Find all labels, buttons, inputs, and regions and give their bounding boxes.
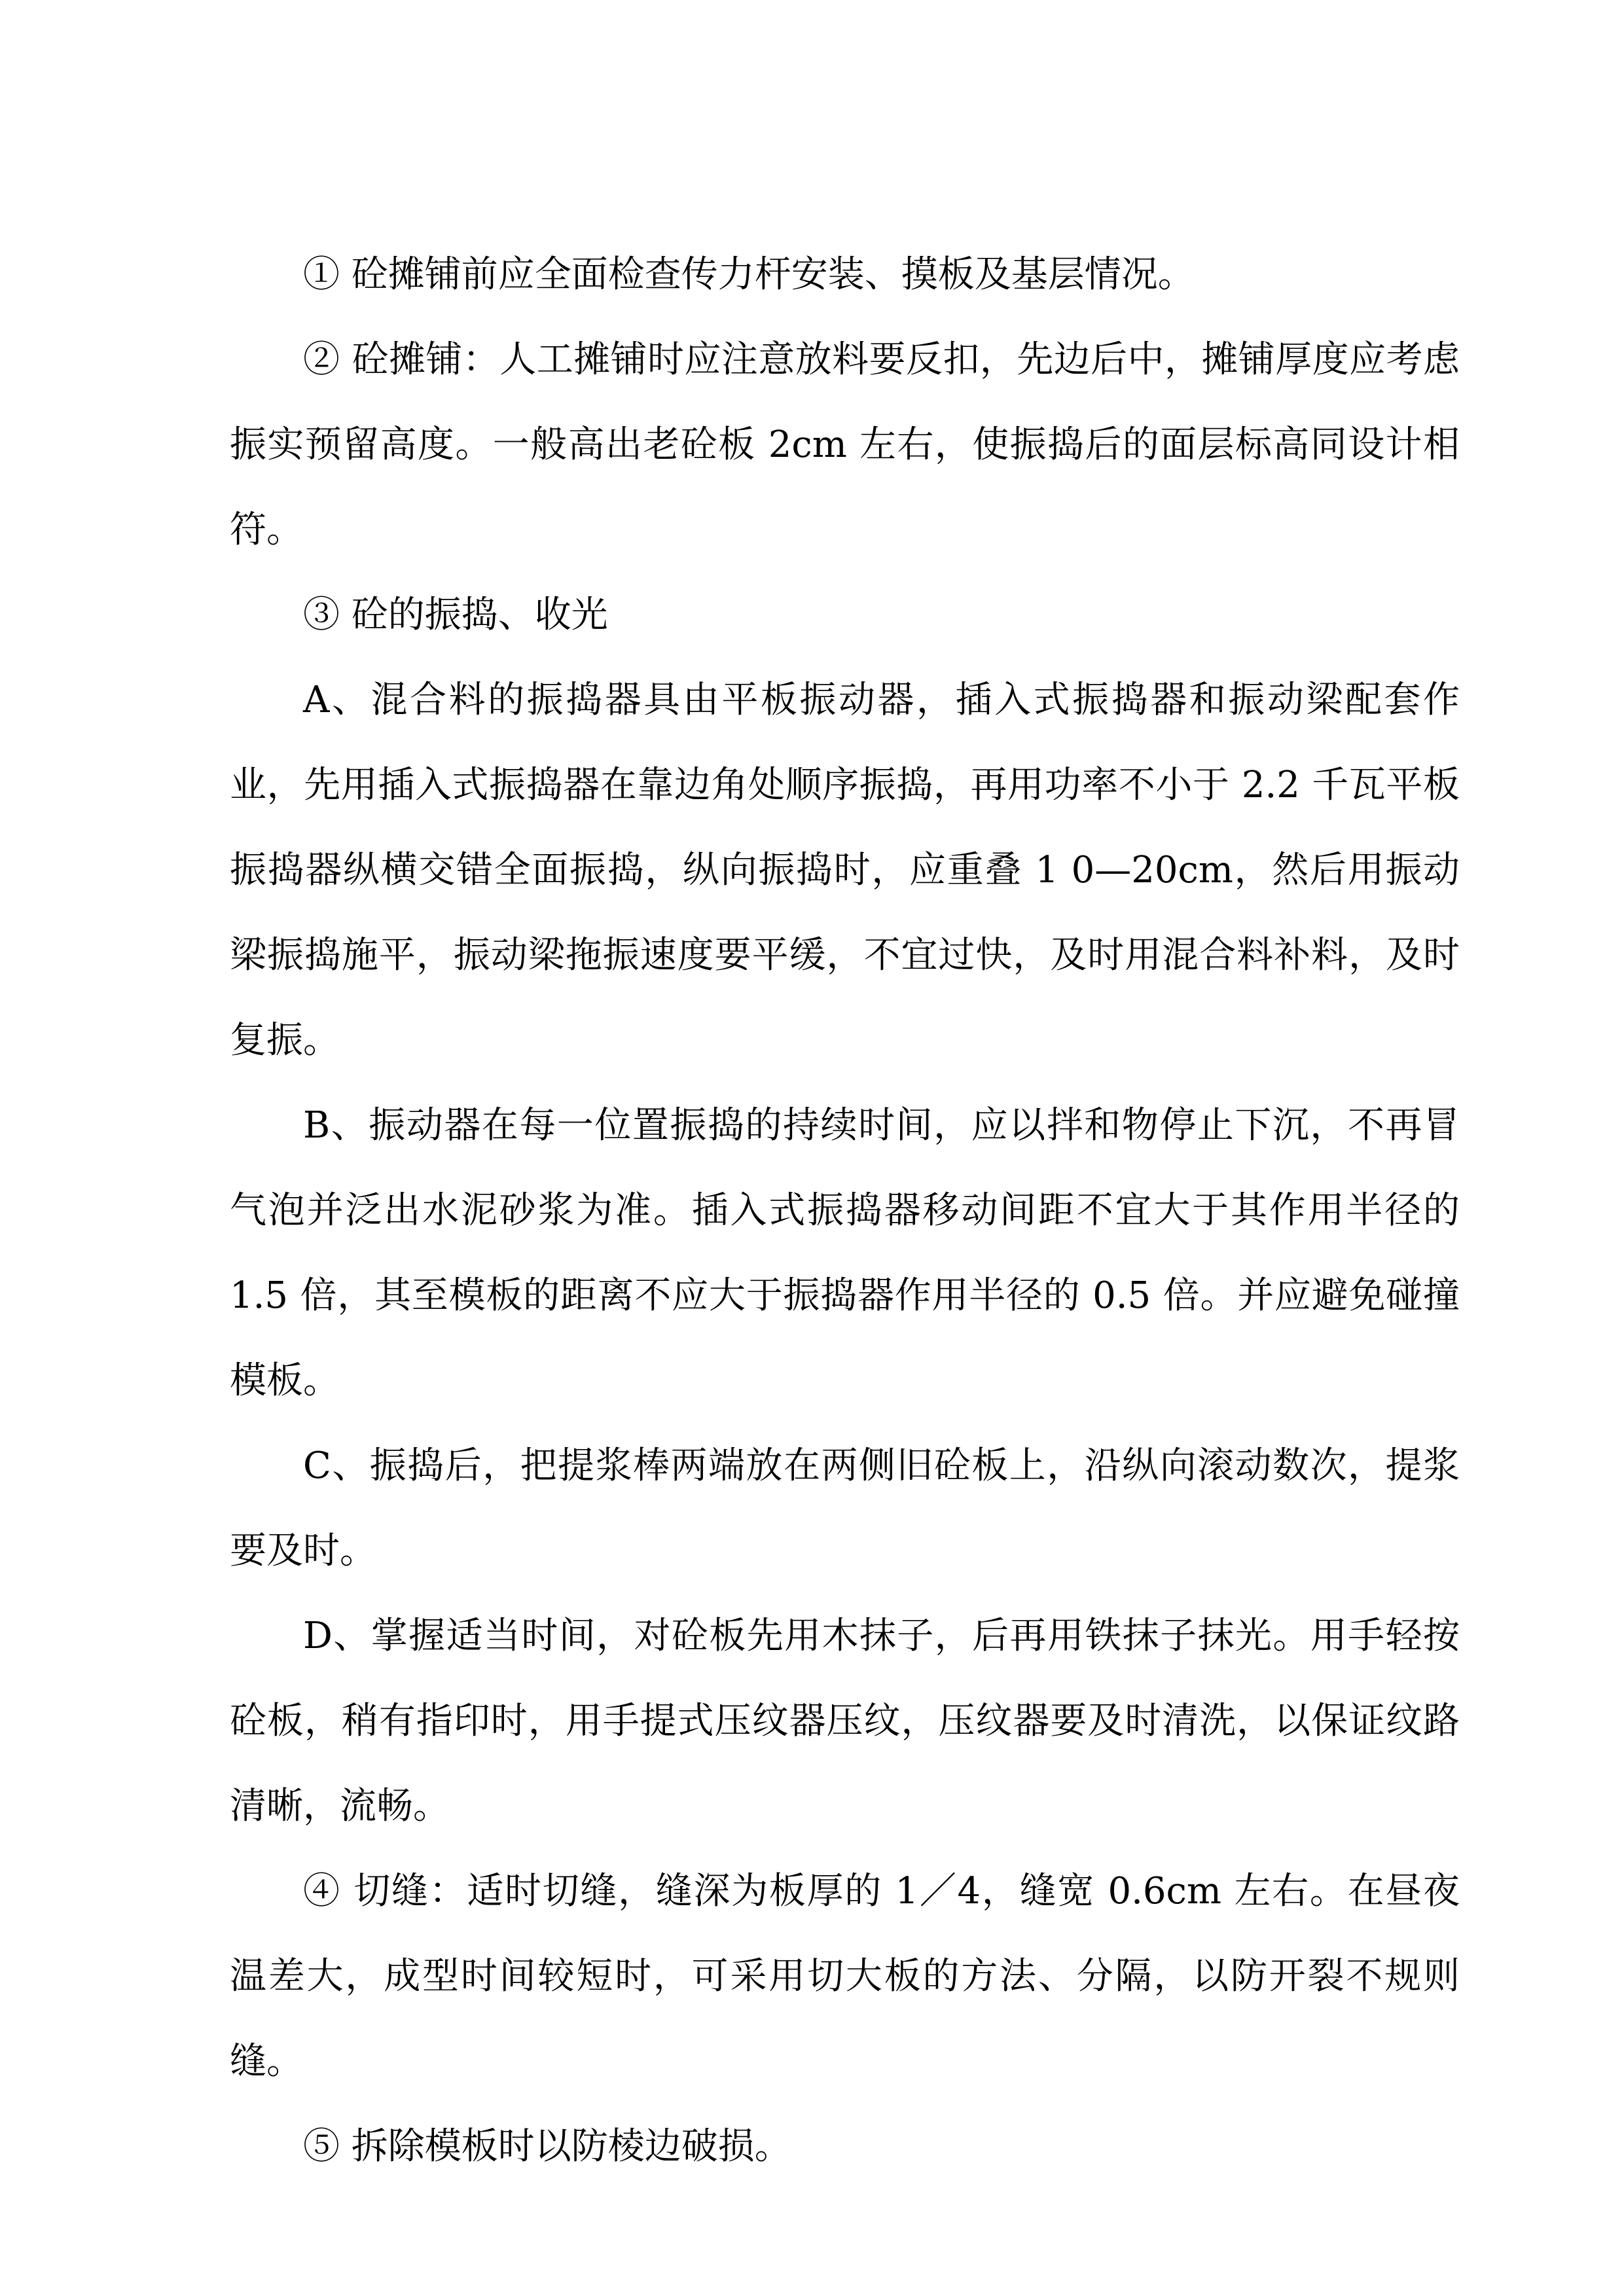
document-body	[230, 232, 1460, 2189]
paragraph-6: C、振捣后，把提浆棒两端放在两侧旧砼板上，沿纵向滚动数次，提浆要及时。	[230, 1444, 1460, 1572]
paragraph-7: D、掌握适当时间，对砼板先用木抹子，后再用铁抹子抹光。用手轻按砼板，稍有指印时，用手提式压纹器压纹，压纹器要及时清洗，以保证纹路清晰，流畅。	[230, 1615, 1460, 1827]
paragraph-8: ④ 切缝：适时切缝，缝深为板厚的 1／4，缝宽 0.6cm 左右。在昼夜温差大，成型时间较短时，可采用切大板的方法、分隔，以防开裂不规则缝。	[230, 1870, 1460, 2083]
paragraph-1: ① 砼摊铺前应全面检查传力杆安装、摸板及基层情况。	[303, 253, 1195, 296]
paragraph-5: B、振动器在每一位置振捣的持续时间，应以拌和物停止下沉，不再冒气泡并泛出水泥砂浆为准。插入式振捣器移动间距不宜大于其作用半径的 1.5 倍，其至模板的距离不应大于振捣器作用半径的 0.5 倍。并应避免碰撞模板。	[230, 1104, 1460, 1402]
paragraph-4: A、混合料的振捣器具由平板振动器，插入式振捣器和振动梁配套作业，先用插入式振捣器在靠边角处顺序振捣，再用功率不小于 2.2 千瓦平板振捣器纵横交错全面振捣，纵向振捣时，应重叠 1 0—20cm，然后用振动梁振捣施平，振动梁拖振速度要平缓，不宜过快，及时用混合料补料，及时复振。	[230, 679, 1460, 1062]
paragraph-2: ② 砼摊铺：人工摊铺时应注意放料要反扣，先边后中，摊铺厚度应考虑振实预留高度。一般高出老砼板 2cm 左右，使振捣后的面层标高同设计相符。	[230, 338, 1460, 551]
paragraph-9: ⑤ 拆除模板时以防棱边破损。	[303, 2125, 791, 2168]
paragraph-3: ③ 砼的振捣、收光	[303, 594, 608, 636]
